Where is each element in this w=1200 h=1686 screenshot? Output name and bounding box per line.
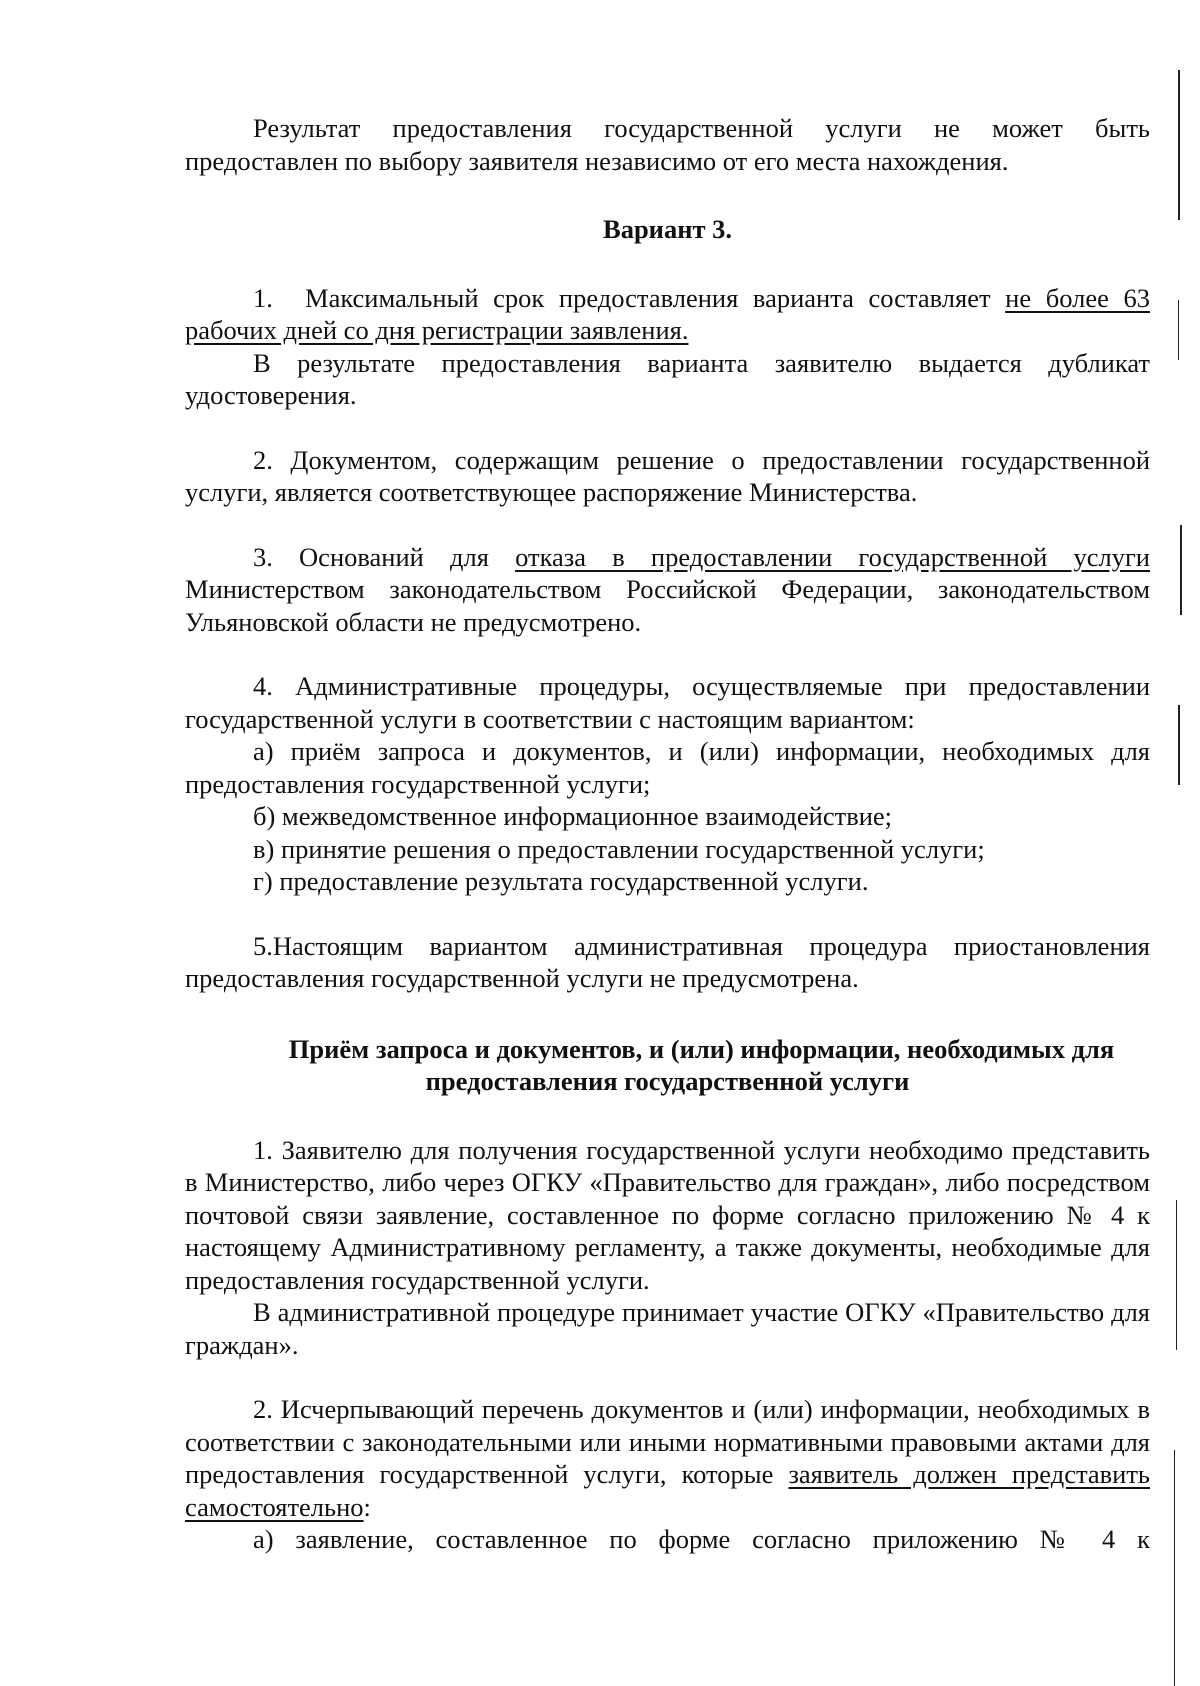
item-3-text-start: 3. Оснований для <box>253 541 516 572</box>
scan-edge-mark <box>1176 1200 1177 1350</box>
section-item-2 <box>185 1393 1150 1523</box>
section-heading <box>185 1033 1150 1098</box>
item-3-text-end: Министерством законодательством Российской Федерации, законодательством Ульяновской области не предусмотрено. <box>185 574 1150 637</box>
item-4-list-d: г) предоставление результата государственной услуги. <box>253 866 869 896</box>
section-item-1-participant: В административной процедуре принимает участие ОГКУ «Правительство для граждан». <box>185 1297 1150 1360</box>
item-4-paragraph: 4. Административные процедуры, осуществляемые при предоставлении государственной услуги в соответствии с настоящим вариантом: <box>185 671 1150 734</box>
item-1-deadline: не более 63 рабочих дней со дня регистрации заявления. <box>185 282 1150 345</box>
scan-edge-mark <box>1174 1450 1175 1686</box>
section-heading-line-2: предоставления государственной услуги <box>425 1066 910 1096</box>
item-5-paragraph: 5.Настоящим вариантом административная процедура приостановления предоставления государственной услуги не предусмотрена. <box>185 930 1150 993</box>
section-item-2-colon: : <box>363 1491 371 1522</box>
item-1-result: В результате предоставления варианта заявителю выдается дубликат удостоверения. <box>185 347 1150 410</box>
item-1-text: Максимальный срок предоставления варианта составляет <box>305 282 1006 313</box>
item-4-list-c: в) принятие решения о предоставлении государственной услуги; <box>253 833 985 864</box>
variant-heading: Вариант 3. <box>603 214 732 244</box>
section-item-1: 1. Заявителю для получения государственной услуги необходимо представить в Министерство, либо через ОГКУ «Правительство для граждан», либо посредством почтовой связи заявление, составленное по форме согласно приложению № 4 к настоящему Административному регламенту, а также документы, необходимые для предоставления государственной услуги. <box>185 1134 1150 1295</box>
item-3-paragraph <box>185 541 1150 639</box>
scan-edge-mark <box>1180 525 1182 615</box>
section-item-2-list-a: а) заявление, составленное по форме согласно приложению № 4 к <box>253 1524 1150 1554</box>
intro-paragraph: Результат предоставления государственной услуги не может быть предоставлен по выбору заявителя независимо от его места нахождения. <box>185 113 1150 176</box>
section-heading-line-1: Приём запроса и документов, и (или) информации, необходимых для <box>288 1033 1115 1064</box>
item-1-number: 1. <box>253 282 273 313</box>
scan-edge-mark <box>1178 300 1179 360</box>
document-body <box>185 112 1150 1556</box>
scan-edge-mark <box>1178 705 1180 785</box>
section-item-2-self: заявитель должен представить самостоятельно <box>185 1459 1150 1522</box>
item-3-refusal: отказа в предоставлении государственной услуги <box>515 541 1150 572</box>
item-4-list-a: а) приём запроса и документов, и (или) информации, необходимых для предоставления государственной услуги; <box>185 736 1150 799</box>
scan-edge-mark <box>1178 70 1180 220</box>
item-2-paragraph: 2. Документом, содержащим решение о предоставлении государственной услуги, является соответствующее распоряжение Министерства. <box>185 444 1150 507</box>
section-item-2-text: 2. Исчерпывающий перечень документов и (или) информации, необходимых в соответствии с законодательными или иными нормативными правовыми актами для предоставления государственной услуги, которые <box>185 1394 1150 1489</box>
item-1-paragraph <box>185 282 1150 347</box>
item-4-list-b: б) межведомственное информационное взаимодействие; <box>253 801 893 831</box>
